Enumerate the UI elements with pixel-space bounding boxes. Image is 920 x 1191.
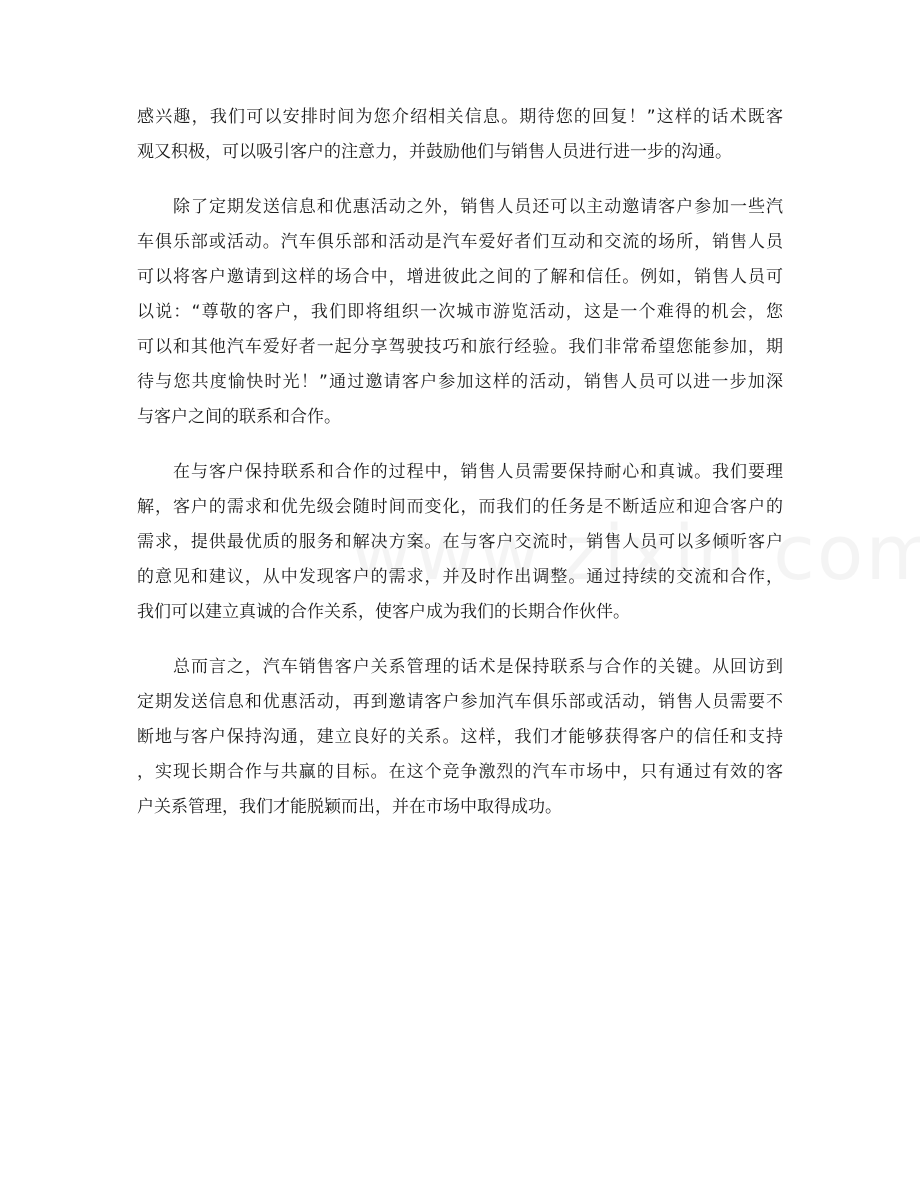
text-line: 定期发送信息和优惠活动，再到邀请客户参加汽车俱乐部或活动，销售人员需要不	[137, 692, 783, 712]
text-line: 除了定期发送信息和优惠活动之外，销售人员还可以主动邀请客户参加一些汽	[173, 197, 783, 217]
text-line: ，实现长期合作与共赢的目标。在这个竞争激烈的汽车市场中，只有通过有效的客	[137, 762, 783, 782]
text-line: 可以和其他汽车爱好者一起分享驾驶技巧和旅行经验。我们非常希望您能参加，期	[137, 337, 783, 357]
paragraph	[137, 100, 783, 170]
text-line: 车俱乐部或活动。汽车俱乐部和活动是汽车爱好者们互动和交流的场所，销售人员	[137, 232, 783, 252]
text-line: 我们可以建立真诚的合作关系，使客户成为我们的长期合作伙伴。	[137, 602, 630, 622]
document-body	[137, 100, 783, 825]
text-line: 的意见和建议，从中发现客户的需求，并及时作出调整。通过持续的交流和合作，	[137, 567, 783, 587]
text-line: 可以将客户邀请到这样的场合中，增进彼此之间的了解和信任。例如，销售人员可	[137, 267, 783, 287]
text-line: 断地与客户保持沟通，建立良好的关系。这样，我们才能够获得客户的信任和支持	[137, 727, 783, 747]
text-line: 在与客户保持联系和合作的过程中，销售人员需要保持耐心和真诚。我们要理	[173, 462, 783, 482]
text-line: 解，客户的需求和优先级会随时间而变化，而我们的任务是不断适应和迎合客户的	[137, 497, 783, 517]
text-line: 户关系管理，我们才能脱颖而出，并在市场中取得成功。	[137, 797, 562, 817]
text-line: 需求，提供最优质的服务和解决方案。在与客户交流时，销售人员可以多倾听客户	[137, 532, 783, 552]
paragraph	[137, 190, 783, 435]
text-line: 与客户之间的联系和合作。	[137, 407, 341, 427]
paragraph	[137, 650, 783, 825]
paragraph	[137, 455, 783, 630]
text-line: 待与您共度愉快时光！”通过邀请客户参加这样的活动，销售人员可以进一步加深	[137, 372, 783, 392]
text-line: 总而言之，汽车销售客户关系管理的话术是保持联系与合作的关键。从回访到	[173, 657, 783, 677]
text-line: 以说：“尊敬的客户，我们即将组织一次城市游览活动，这是一个难得的机会，您	[137, 302, 783, 322]
text-line: 观又积极，可以吸引客户的注意力，并鼓励他们与销售人员进行进一步的沟通。	[137, 142, 732, 162]
text-line: 感兴趣，我们可以安排时间为您介绍相关信息。期待您的回复！”这样的话术既客	[137, 107, 783, 127]
